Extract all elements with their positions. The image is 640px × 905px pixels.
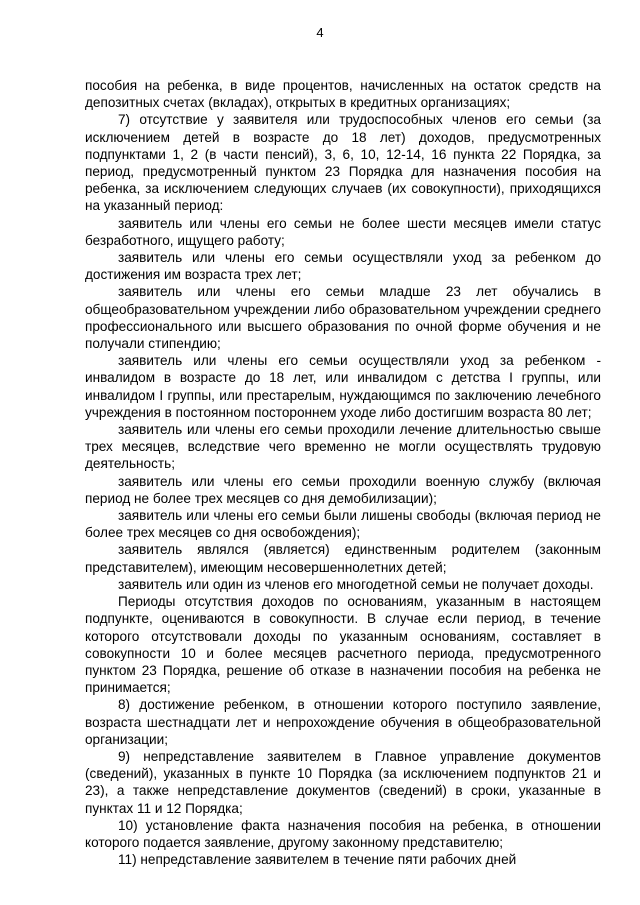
paragraph-case-single-parent: заявитель являлся (является) единственным родителем (законным представителем), имеющим несовершеннолетних детей;	[85, 542, 601, 575]
paragraph-case-prison: заявитель или члены его семьи были лишены свободы (включая период не более трех месяцев со дня освобождения);	[85, 508, 601, 541]
paragraph-case-childcare: заявитель или члены его семьи осуществляли уход за ребенком до достижения им возраста трех лет;	[85, 250, 601, 283]
paragraph-item-7: 7) отсутствие у заявителя или трудоспособных членов его семьи (за исключением детей в возрасте до 18 лет) доходов, предусмотренных подпунктами 1, 2 (в части пенсий), 3, 6, 10, 12-14, 16 пункта 22 Порядка, за период, предусмотренный пунктом 23 Порядка для назначения пособия на ребенка, за исключением следующих случаев (их совокупности), приходящихся на указанный период:	[85, 112, 601, 214]
body-text	[85, 77, 601, 868]
paragraph-case-large-family: заявитель или один из членов его многодетной семьи не получает доходы.	[118, 576, 594, 592]
paragraph-case-disabled-care: заявитель или члены его семьи осуществляли уход за ребенком - инвалидом в возрасте до 18 лет, или инвалидом с детства I группы, или инвалидом I группы, или престарелым, нуждающимся по заключению лечебного учреждения в постоянном постороннем уходе либо достигшим возраста 80 лет;	[85, 353, 601, 420]
paragraph-periods: Периоды отсутствия доходов по основаниям, указанным в настоящем подпункте, оцениваются в совокупности. В случае если период, в течение которого отсутствовали доходы по указанным основаниям, составляет в совокупности 10 и более месяцев расчетного периода, предусмотренного пунктом 23 Порядка, решение об отказе в назначении пособия на ребенка не принимается;	[85, 594, 601, 696]
paragraph-item-11: 11) непредставление заявителем в течение пяти рабочих дней	[118, 852, 517, 868]
paragraph-item-9: 9) непредставление заявителем в Главное управление документов (сведений), указанных в пункте 10 Порядка (за исключением подпунктов 21 и 23), а также непредставление документов (сведений) в сроки, указанные в пунктах 11 и 12 Порядка;	[85, 748, 601, 816]
paragraph-case-unemployed: заявитель или члены его семьи не более шести месяцев имели статус безработного, ищущего работу;	[85, 215, 601, 248]
page-number: 4	[316, 25, 324, 40]
paragraph-item-8: 8) достижение ребенком, в отношении которого поступило заявление, возраста шестнадцати лет и непрохождение обучения в общеобразовательной организации;	[85, 697, 601, 747]
paragraph-item-10: 10) установление факта назначения пособия на ребенка, в отношении которого подается заявление, другому законному представителю;	[85, 817, 601, 850]
paragraph-case-military: заявитель или члены его семьи проходили военную службу (включая период не более трех месяцев со дня демобилизации);	[85, 473, 601, 506]
paragraph-case-treatment: заявитель или члены его семьи проходили лечение длительностью свыше трех месяцев, вследствие чего временно не могли осуществлять трудовую деятельность;	[85, 422, 601, 472]
paragraph-continuation: пособия на ребенка, в виде процентов, начисленных на остаток средств на депозитных счетах (вкладах), открытых в кредитных организациях;	[85, 78, 601, 111]
paragraph-case-students: заявитель или члены его семьи младше 23 лет обучались в общеобразовательном учреждении либо образовательном учреждении среднего профессионального или высшего образования по очной форме обучения и не получали стипендию;	[85, 284, 601, 352]
